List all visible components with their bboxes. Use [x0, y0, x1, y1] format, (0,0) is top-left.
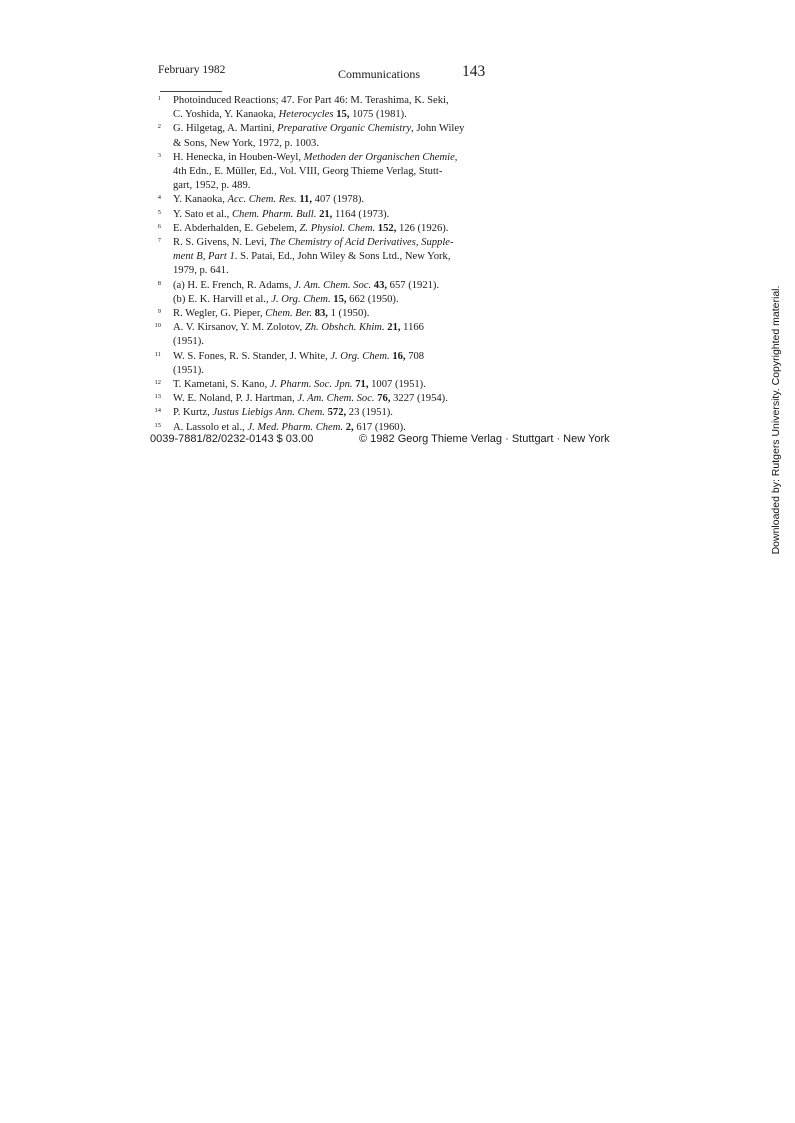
citation-text: 657 (1921). — [387, 279, 440, 291]
citation-italic: J. Org. Chem. — [271, 293, 331, 305]
reference-line — [173, 236, 486, 250]
reference-number: 7 — [157, 237, 161, 245]
copyright-notice: © 1982 Georg Thieme Verlag · Stuttgart · New York — [359, 433, 610, 445]
reference-number: 12 — [154, 379, 161, 387]
citation-text: T. Kametani, S. Kano, — [173, 379, 270, 391]
citation-text: Y. Kanaoka, — [173, 194, 228, 206]
citation-volume: 2, — [345, 421, 354, 433]
citation-volume: 152, — [377, 222, 397, 234]
citation-text: G. Hilgetag, A. Martini, — [173, 123, 278, 135]
reference-item — [150, 406, 486, 420]
reference-number: 5 — [157, 208, 161, 216]
citation-volume: 572, — [327, 407, 347, 419]
reference-line — [173, 279, 486, 293]
reference-number: 10 — [154, 322, 161, 330]
journal-date: February 1982 — [158, 64, 226, 76]
citation-text: (1951). — [173, 364, 204, 376]
citation-text: (a) H. E. French, R. Adams, — [173, 279, 294, 291]
citation-italic: ment B, Part 1 — [173, 251, 235, 263]
reference-line — [173, 179, 486, 193]
citation-text: 23 (1951). — [346, 407, 393, 419]
reference-item — [150, 307, 486, 321]
citation-text: , — [454, 151, 458, 163]
reference-item — [150, 279, 486, 307]
citation-italic: Chem. Pharm. Bull. — [231, 208, 317, 220]
reference-line — [173, 335, 486, 349]
citation-italic: Preparative Organic Chemistry — [277, 123, 412, 135]
reference-line — [173, 222, 486, 236]
citation-text: R. Wegler, G. Pieper, — [173, 308, 266, 320]
reference-number: 2 — [157, 123, 161, 131]
reference-item — [150, 151, 486, 194]
citation-text: Y. Sato et al., — [173, 208, 232, 220]
citation-text: 1164 (1973). — [332, 208, 390, 220]
reference-number: 11 — [154, 350, 161, 358]
citation-text: P. Kurtz, — [173, 407, 213, 419]
reference-item — [150, 350, 486, 378]
reference-item — [150, 392, 486, 406]
citation-italic: J. Am. Chem. Soc. — [293, 279, 372, 291]
reference-line — [173, 151, 486, 165]
reference-item — [150, 122, 486, 150]
reference-number: 15 — [154, 421, 161, 429]
reference-line — [173, 208, 486, 222]
reference-line — [173, 94, 486, 108]
reference-line — [173, 250, 486, 264]
citation-text: H. Henecka, in Houben-Weyl, — [173, 151, 304, 163]
article-code: 0039-7881/82/0232-0143 $ 03.00 — [150, 433, 314, 445]
citation-text: A. Lassolo et al., — [173, 421, 248, 433]
citation-text: E. Abderhalden, E. Gebelem, — [173, 222, 300, 234]
reference-list — [150, 94, 486, 435]
citation-text: 126 (1926). — [396, 222, 449, 234]
reference-line — [173, 108, 486, 122]
citation-text: 4th Edn., E. Müller, Ed., Vol. VIII, Georg Thieme Verlag, Stutt- — [173, 166, 443, 178]
citation-volume: 83, — [314, 308, 328, 320]
reference-number: 14 — [154, 407, 161, 415]
page-number: 143 — [462, 63, 486, 80]
reference-item — [150, 208, 486, 222]
citation-italic: Methoden der Organischen Chemie — [303, 151, 455, 163]
reference-item — [150, 193, 486, 207]
reference-line — [173, 406, 486, 420]
citation-italic: Z. Physiol. Chem. — [299, 222, 376, 234]
citation-text: (b) E. K. Harvill et al., — [173, 293, 272, 305]
reference-line — [173, 264, 486, 278]
citation-text: W. S. Fones, R. S. Stander, J. White, — [173, 350, 331, 362]
citation-volume: 15, — [336, 109, 350, 121]
reference-line — [173, 378, 486, 392]
reference-number: 13 — [154, 393, 161, 401]
citation-text: 1007 (1951). — [368, 379, 426, 391]
citation-text: 1166 — [400, 322, 424, 334]
reference-line — [173, 364, 486, 378]
citation-volume: 21, — [319, 208, 333, 220]
citation-text: 407 (1978). — [312, 194, 365, 206]
citation-text: C. Yoshida, Y. Kanaoka, — [173, 109, 279, 121]
citation-volume: 11, — [299, 194, 312, 206]
citation-italic: The Chemistry of Acid Derivatives, Supple- — [269, 237, 454, 249]
citation-text: 708 — [405, 350, 425, 362]
reference-number: 4 — [157, 194, 161, 202]
download-notice-text: Downloaded by: Rutgers University. Copyrighted material. — [770, 285, 782, 555]
citation-volume: 71, — [355, 379, 369, 391]
citation-text: 617 (1960). — [353, 421, 406, 433]
citation-text: Photoinduced Reactions; 47. For Part 46: M. Terashima, K. Seki, — [173, 95, 449, 106]
reference-line — [173, 307, 486, 321]
citation-italic: J. Med. Pharm. Chem. — [247, 421, 344, 433]
citation-volume: 21, — [387, 322, 401, 334]
citation-text: 1 (1950). — [327, 308, 370, 320]
citation-italic: Heterocycles — [278, 109, 334, 121]
reference-line — [173, 392, 486, 406]
citation-italic: J. Org. Chem. — [330, 350, 390, 362]
citation-text: , John Wiley — [411, 123, 465, 135]
reference-number: 3 — [157, 151, 161, 159]
citation-text: 1075 (1981). — [349, 109, 407, 121]
citation-text: R. S. Givens, N. Levi, — [173, 237, 270, 249]
reference-number: 8 — [157, 279, 161, 287]
citation-text: W. E. Noland, P. J. Hartman, — [173, 393, 298, 405]
reference-item — [150, 236, 486, 279]
reference-number: 1 — [157, 95, 161, 102]
reference-line — [173, 165, 486, 179]
citation-text: 662 (1950). — [346, 293, 399, 305]
reference-line — [173, 137, 486, 151]
citation-text: A. V. Kirsanov, Y. M. Zolotov, — [173, 322, 305, 334]
citation-text: . S. Patai, Ed., John Wiley & Sons Ltd., New York, — [234, 251, 451, 263]
citation-volume: 43, — [373, 279, 388, 291]
citation-volume: 76, — [377, 393, 391, 405]
citation-volume: 16, — [392, 350, 406, 362]
citation-italic: Acc. Chem. Res. — [227, 194, 297, 206]
citation-volume: 15, — [333, 293, 347, 305]
citation-text: (1951). — [173, 336, 204, 348]
reference-item — [150, 94, 486, 122]
section-title: Communications — [338, 67, 420, 81]
citation-italic: Chem. Ber. — [265, 308, 313, 320]
citation-italic: J. Am. Chem. Soc. — [297, 393, 375, 405]
reference-line — [173, 350, 486, 364]
reference-line — [173, 122, 486, 136]
citation-text: & Sons, New York, 1972, p. 1003. — [173, 137, 319, 149]
reference-number: 9 — [157, 308, 161, 316]
reference-number: 6 — [157, 222, 161, 230]
citation-italic: Justus Liebigs Ann. Chem. — [212, 407, 325, 419]
footnote-rule — [160, 91, 222, 92]
citation-text: 1979, p. 641. — [173, 265, 229, 277]
reference-line — [173, 293, 486, 307]
reference-line — [173, 193, 486, 207]
reference-item — [150, 321, 486, 349]
citation-text: gart, 1952, p. 489. — [173, 180, 251, 192]
reference-item — [150, 378, 486, 392]
citation-italic: Zh. Obshch. Khim. — [304, 322, 385, 334]
citation-italic: J. Pharm. Soc. Jpn. — [269, 379, 353, 391]
reference-item — [150, 222, 486, 236]
reference-line — [173, 321, 486, 335]
citation-text: 3227 (1954). — [390, 393, 448, 405]
